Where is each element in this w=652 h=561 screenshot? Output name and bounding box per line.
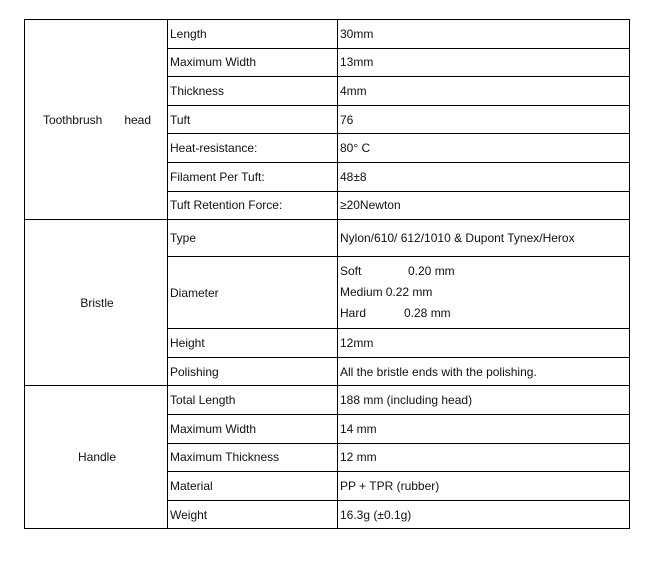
spec-value-diameter	[338, 257, 630, 329]
spec-value: Nylon/610/ 612/1010 & Dupont Tynex/Herox	[338, 220, 630, 257]
spec-value: 188 mm (including head)	[338, 386, 630, 415]
spec-value: PP + TPR (rubber)	[338, 472, 630, 501]
diameter-grade: Hard	[340, 306, 367, 321]
spec-label: Maximum Width	[168, 48, 338, 77]
spec-value: 76	[338, 105, 630, 134]
diameter-size: 0.20 mm	[408, 264, 455, 279]
spec-label: Diameter	[168, 257, 338, 329]
spec-value: 13mm	[338, 48, 630, 77]
group-handle: Handle	[25, 386, 168, 529]
spec-label: Height	[168, 329, 338, 358]
spec-label: Tuft Retention Force:	[168, 191, 338, 220]
spec-value: 80° C	[338, 134, 630, 163]
table-row	[25, 220, 630, 257]
diameter-line	[340, 282, 629, 303]
spec-label: Heat-resistance:	[168, 134, 338, 163]
spec-value: 48±8	[338, 162, 630, 191]
table-row	[25, 386, 630, 415]
spec-label: Weight	[168, 500, 338, 529]
table-row	[25, 20, 630, 49]
diameter-grade: Soft	[340, 264, 362, 279]
spec-label: Type	[168, 220, 338, 257]
spec-value: 4mm	[338, 77, 630, 106]
spec-value: 14 mm	[338, 414, 630, 443]
diameter-grade: Medium	[340, 285, 383, 300]
group-label-part: Toothbrush	[42, 112, 103, 127]
diameter-line	[340, 261, 629, 282]
spec-value: ≥20Newton	[338, 191, 630, 220]
spec-value: 12 mm	[338, 443, 630, 472]
diameter-size: 0.22 mm	[385, 285, 433, 300]
diameter-size: 0.28 mm	[404, 306, 451, 321]
group-bristle: Bristle	[25, 220, 168, 386]
spec-value: All the bristle ends with the polishing.	[338, 357, 630, 386]
group-label-part: head	[124, 112, 152, 127]
spec-label: Total Length	[168, 386, 338, 415]
spec-value: 30mm	[338, 20, 630, 49]
spec-label: Thickness	[168, 77, 338, 106]
diameter-line	[340, 303, 629, 324]
spec-label: Material	[168, 472, 338, 501]
spec-label: Tuft	[168, 105, 338, 134]
spec-label: Filament Per Tuft:	[168, 162, 338, 191]
spec-table	[24, 19, 630, 529]
spec-label: Maximum Thickness	[168, 443, 338, 472]
spec-value: 12mm	[338, 329, 630, 358]
spec-label: Length	[168, 20, 338, 49]
spec-value: 16.3g (±0.1g)	[338, 500, 630, 529]
spec-label: Maximum Width	[168, 414, 338, 443]
group-toothbrush-head	[25, 20, 168, 220]
spec-label: Polishing	[168, 357, 338, 386]
